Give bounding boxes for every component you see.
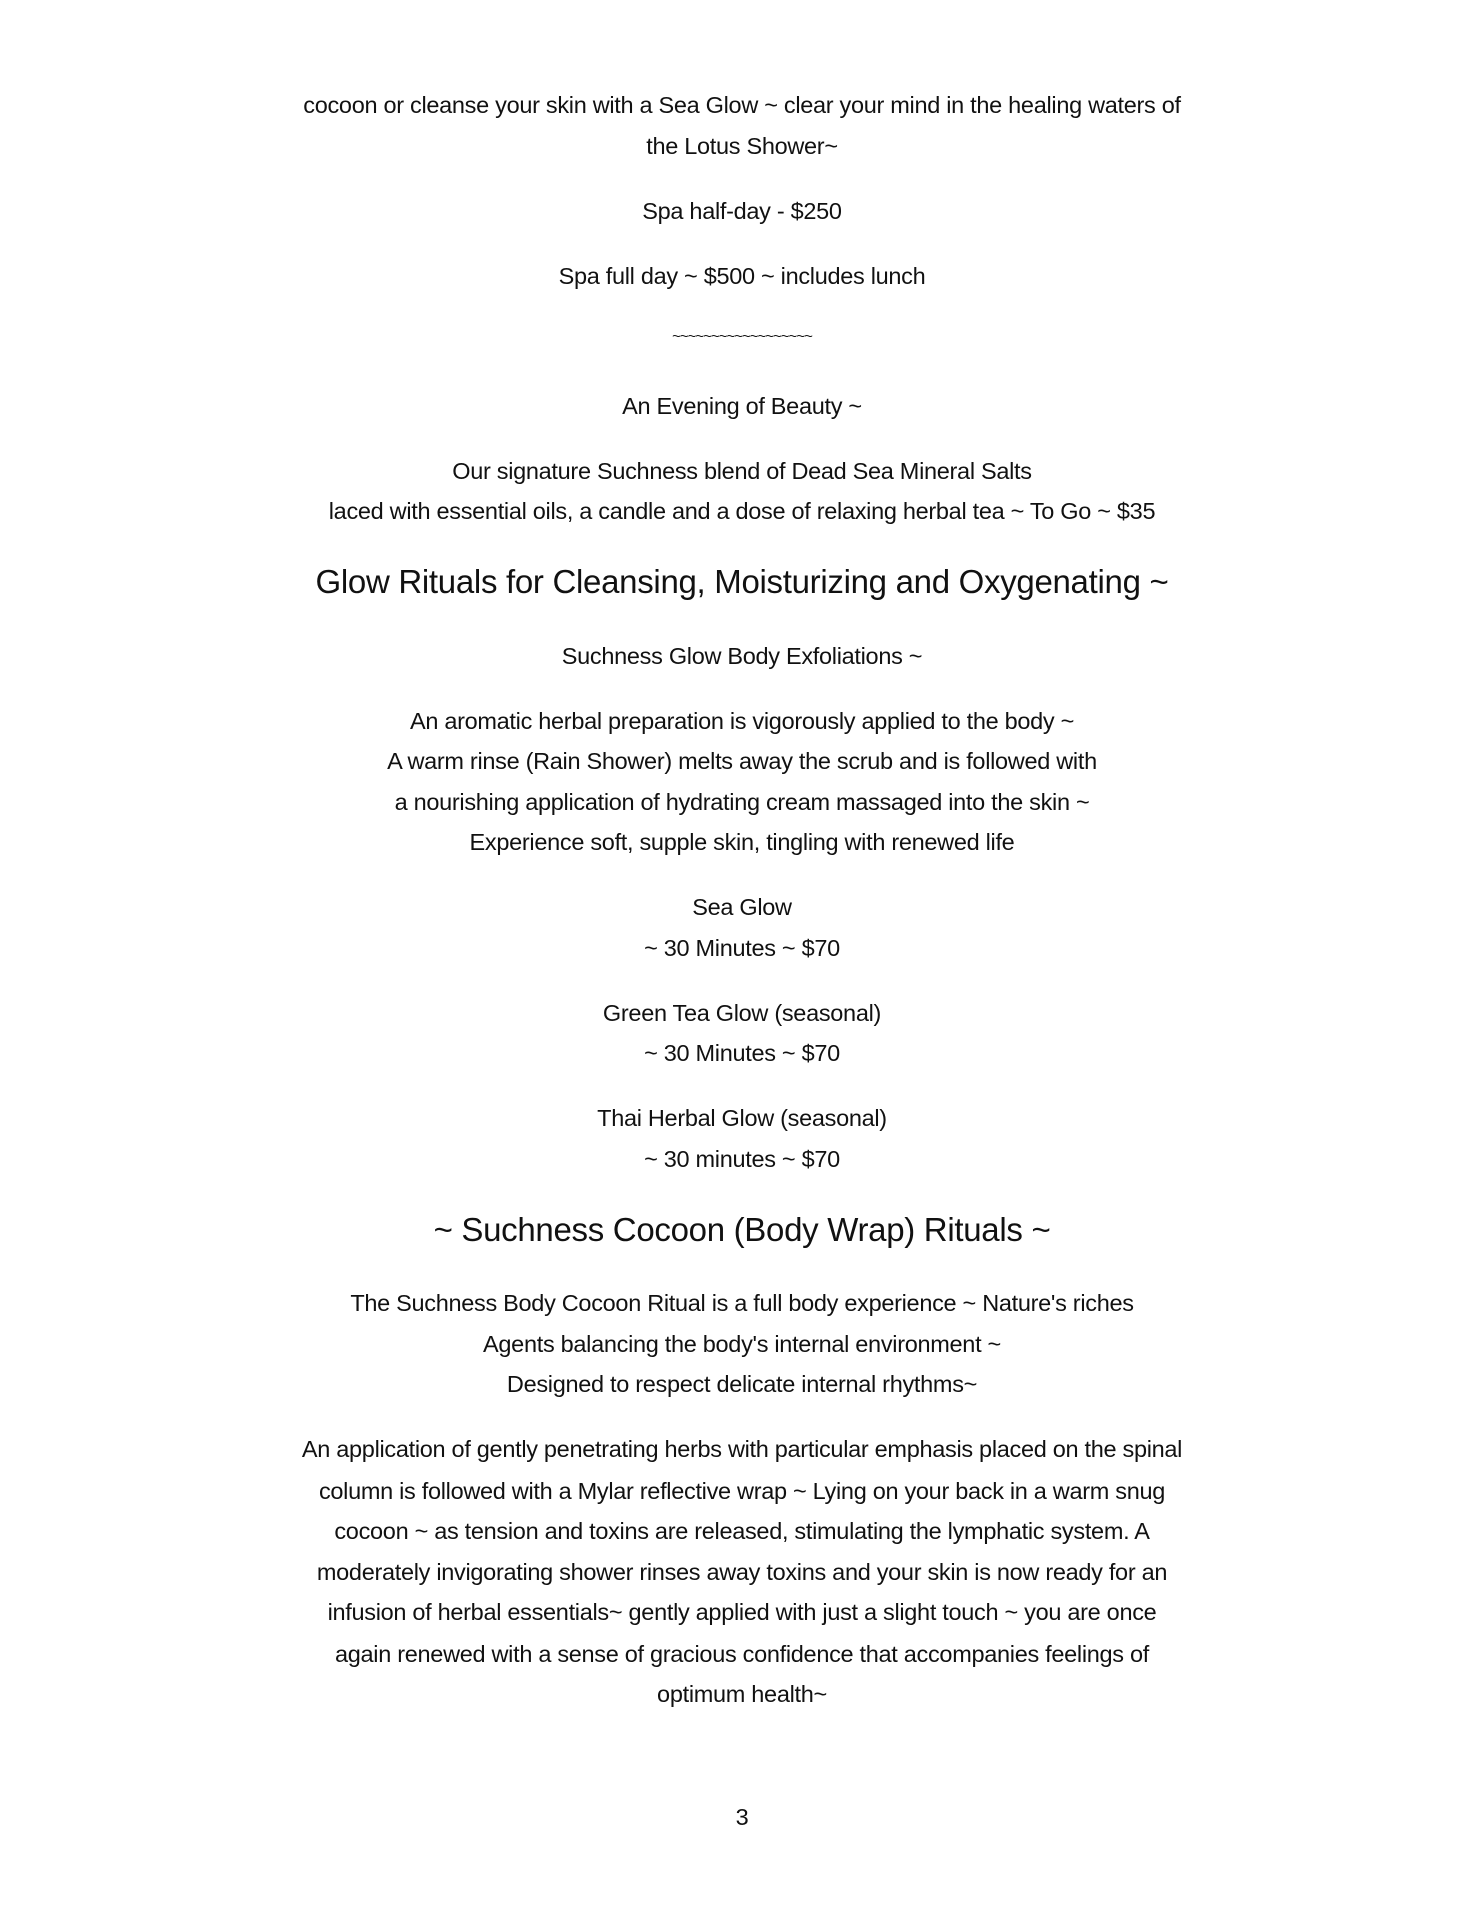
glow-item-name: Thai Herbal Glow (seasonal) bbox=[597, 1105, 887, 1131]
glow-item-name: Sea Glow bbox=[692, 894, 792, 920]
cocoon-description-line: optimum health~ bbox=[657, 1681, 827, 1707]
glow-item-detail: ~ 30 Minutes ~ $70 bbox=[644, 1040, 840, 1066]
intro-line: cocoon or cleanse your skin with a Sea Glow ~ clear your mind in the healing waters of bbox=[303, 92, 1181, 118]
intro-line: the Lotus Shower~ bbox=[646, 133, 838, 159]
cocoon-description-line: cocoon ~ as tension and toxins are released, stimulating the lymphatic system. A bbox=[334, 1518, 1150, 1544]
evening-line: laced with essential oils, a candle and a dose of relaxing herbal tea ~ To Go ~ $35 bbox=[328, 498, 1156, 524]
spa-half-day-price: Spa half-day - $250 bbox=[642, 198, 842, 224]
glow-heading: Glow Rituals for Cleansing, Moisturizing and Oxygenating ~ bbox=[315, 563, 1169, 600]
glow-description-line: a nourishing application of hydrating cream massaged into the skin ~ bbox=[394, 789, 1090, 815]
evening-line: Our signature Suchness blend of Dead Sea Mineral Salts bbox=[452, 458, 1032, 484]
cocoon-description-line: column is followed with a Mylar reflective wrap ~ Lying on your back in a warm snug bbox=[318, 1478, 1166, 1504]
page-number: 3 bbox=[735, 1804, 749, 1830]
cocoon-intro-line: Agents balancing the body's internal environment ~ bbox=[483, 1331, 1001, 1357]
tilde-divider: ~~~~~~~~~~~~~~~~~~ bbox=[672, 328, 812, 345]
glow-description-line: Experience soft, supple skin, tingling with renewed life bbox=[469, 829, 1015, 855]
evening-title: An Evening of Beauty ~ bbox=[622, 393, 862, 419]
cocoon-description-line: again renewed with a sense of gracious confidence that accompanies feelings of bbox=[335, 1641, 1149, 1667]
cocoon-intro-line: The Suchness Body Cocoon Ritual is a full body experience ~ Nature's riches bbox=[350, 1290, 1134, 1316]
glow-subtitle: Suchness Glow Body Exfoliations ~ bbox=[561, 643, 923, 669]
glow-item-detail: ~ 30 Minutes ~ $70 bbox=[644, 935, 840, 961]
cocoon-heading: ~ Suchness Cocoon (Body Wrap) Rituals ~ bbox=[433, 1211, 1051, 1248]
cocoon-description-line: An application of gently penetrating herbs with particular emphasis placed on the spinal bbox=[301, 1436, 1183, 1462]
glow-item-detail: ~ 30 minutes ~ $70 bbox=[644, 1146, 840, 1172]
glow-description-line: A warm rinse (Rain Shower) melts away the scrub and is followed with bbox=[387, 748, 1097, 774]
glow-description-line: An aromatic herbal preparation is vigorously applied to the body ~ bbox=[409, 708, 1075, 734]
cocoon-description-line: moderately invigorating shower rinses away toxins and your skin is now ready for an bbox=[316, 1559, 1168, 1585]
cocoon-intro-line: Designed to respect delicate internal rhythms~ bbox=[506, 1371, 978, 1397]
spa-full-day-price: Spa full day ~ $500 ~ includes lunch bbox=[558, 263, 926, 289]
cocoon-description-line: infusion of herbal essentials~ gently applied with just a slight touch ~ you are once bbox=[327, 1599, 1157, 1625]
glow-item-name: Green Tea Glow (seasonal) bbox=[602, 1000, 882, 1026]
